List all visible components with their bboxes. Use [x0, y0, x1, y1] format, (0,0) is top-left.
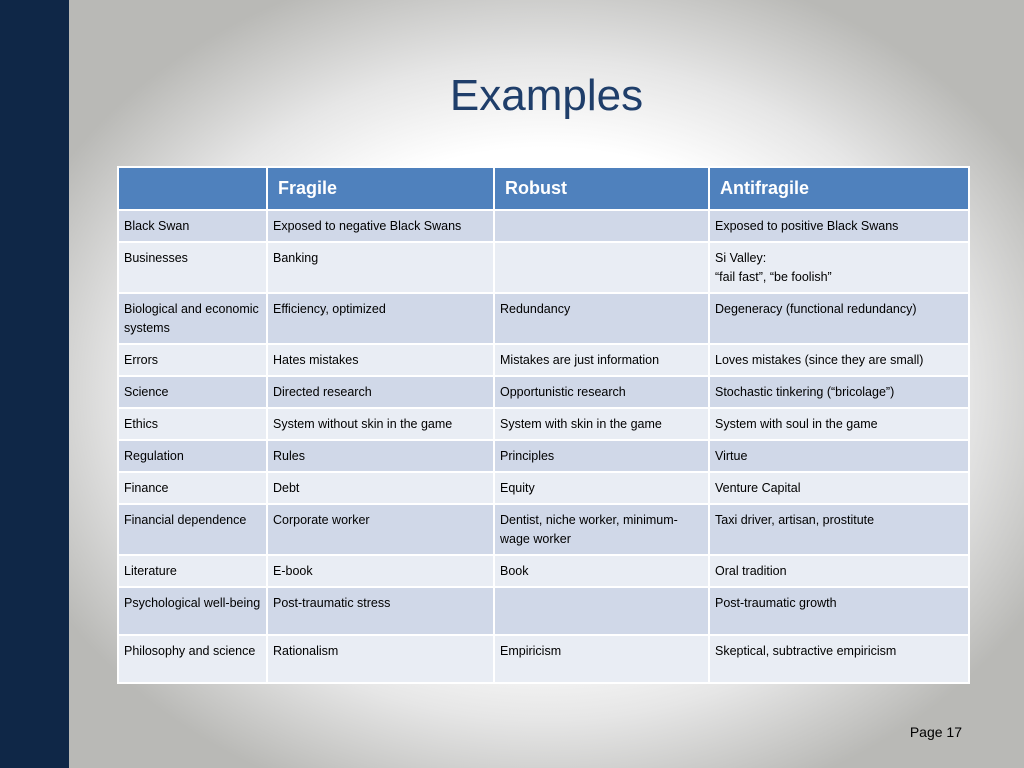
table-row: [118, 376, 969, 408]
header-cell-robust: Robust: [494, 167, 709, 210]
page-number: Page 17: [909, 724, 962, 740]
robust-cell: Equity: [494, 472, 709, 504]
row-label-cell: Psychological well-being: [118, 587, 267, 635]
antifragile-cell: Skeptical, subtractive empiricism: [709, 635, 969, 683]
table-row: [118, 242, 969, 293]
robust-cell: Principles: [494, 440, 709, 472]
fragile-cell: Banking: [267, 242, 494, 293]
robust-cell: Book: [494, 555, 709, 587]
antifragile-cell: Venture Capital: [709, 472, 969, 504]
antifragile-cell: Exposed to positive Black Swans: [709, 210, 969, 242]
fragile-cell: Debt: [267, 472, 494, 504]
fragile-cell: Directed research: [267, 376, 494, 408]
row-label-cell: Science: [118, 376, 267, 408]
robust-cell: System with skin in the game: [494, 408, 709, 440]
fragile-cell: Hates mistakes: [267, 344, 494, 376]
antifragile-cell: Degeneracy (functional redundancy): [709, 293, 969, 344]
robust-cell: [494, 210, 709, 242]
antifragile-cell: Taxi driver, artisan, prostitute: [709, 504, 969, 555]
header-cell-blank: [118, 167, 267, 210]
antifragile-cell: Oral tradition: [709, 555, 969, 587]
sidebar-band: [0, 0, 69, 768]
row-label-cell: Regulation: [118, 440, 267, 472]
robust-cell: [494, 242, 709, 293]
antifragile-cell: Stochastic tinkering (“bricolage”): [709, 376, 969, 408]
antifragile-cell: Virtue: [709, 440, 969, 472]
row-label-cell: Errors: [118, 344, 267, 376]
antifragile-cell: System with soul in the game: [709, 408, 969, 440]
table-row: [118, 210, 969, 242]
row-label-cell: Philosophy and science: [118, 635, 267, 683]
table-header-row: [118, 167, 969, 210]
antifragile-cell: Loves mistakes (since they are small): [709, 344, 969, 376]
row-label-cell: Literature: [118, 555, 267, 587]
fragile-cell: Corporate worker: [267, 504, 494, 555]
fragile-cell: Efficiency, optimized: [267, 293, 494, 344]
row-label-cell: Biological and economic systems: [118, 293, 267, 344]
table-row: [118, 555, 969, 587]
row-label-cell: Ethics: [118, 408, 267, 440]
slide-title: Examples: [449, 71, 644, 120]
fragile-cell: Rationalism: [267, 635, 494, 683]
examples-table: [117, 166, 970, 684]
table-row: [118, 587, 969, 635]
table-row: [118, 344, 969, 376]
table-row: [118, 472, 969, 504]
row-label-cell: Businesses: [118, 242, 267, 293]
antifragile-cell: Si Valley: “fail fast”, “be foolish”: [709, 242, 969, 293]
fragile-cell: Rules: [267, 440, 494, 472]
table-row: [118, 635, 969, 683]
robust-cell: Redundancy: [494, 293, 709, 344]
robust-cell: Mistakes are just information: [494, 344, 709, 376]
robust-cell: Opportunistic research: [494, 376, 709, 408]
fragile-cell: Post-traumatic stress: [267, 587, 494, 635]
antifragile-cell: Post-traumatic growth: [709, 587, 969, 635]
row-label-cell: Financial dependence: [118, 504, 267, 555]
row-label-cell: Finance: [118, 472, 267, 504]
header-cell-antifragile: Antifragile: [709, 167, 969, 210]
robust-cell: Dentist, niche worker, minimum-wage worker: [494, 504, 709, 555]
fragile-cell: System without skin in the game: [267, 408, 494, 440]
table-row: [118, 440, 969, 472]
fragile-cell: E-book: [267, 555, 494, 587]
robust-cell: Empiricism: [494, 635, 709, 683]
table-row: [118, 504, 969, 555]
header-cell-fragile: Fragile: [267, 167, 494, 210]
robust-cell: [494, 587, 709, 635]
table-row: [118, 293, 969, 344]
fragile-cell: Exposed to negative Black Swans: [267, 210, 494, 242]
table-row: [118, 408, 969, 440]
row-label-cell: Black Swan: [118, 210, 267, 242]
